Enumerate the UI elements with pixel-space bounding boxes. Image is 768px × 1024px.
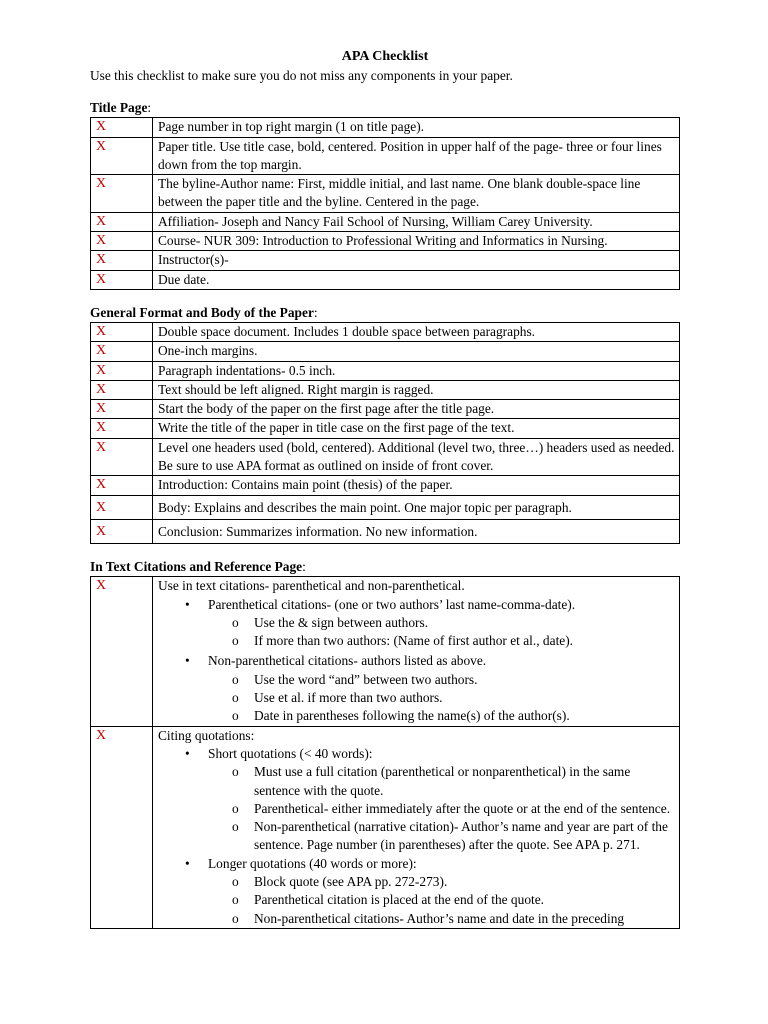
- check-mark: [91, 212, 153, 231]
- check-mark: [91, 361, 153, 380]
- sub-item: o Use the word “and” between two authors.: [158, 671, 675, 689]
- table-row: [91, 118, 680, 137]
- check-mark: [91, 251, 153, 270]
- bullet-text: Longer quotations (40 words or more):: [208, 855, 417, 871]
- x-mark-icon: X: [96, 727, 107, 743]
- x-mark-icon: X: [96, 176, 107, 192]
- table-row: [91, 361, 680, 380]
- sub-item: o Block quote (see APA pp. 272-273).: [158, 873, 675, 891]
- sub-list: [208, 671, 675, 726]
- row-text: Page number in top right margin (1 on title page).: [153, 118, 680, 137]
- bullet-text: Short quotations (< 40 words):: [208, 745, 373, 761]
- table-row: [91, 212, 680, 231]
- checklist-table-citations: [90, 576, 680, 929]
- x-mark-icon: X: [96, 323, 107, 339]
- check-mark: [91, 726, 153, 928]
- x-mark-icon: X: [96, 420, 107, 436]
- check-mark: [91, 577, 153, 726]
- check-mark: [91, 380, 153, 399]
- check-mark: [91, 495, 153, 519]
- document-page: [90, 47, 680, 929]
- x-mark-icon: X: [96, 401, 107, 417]
- bullet-list: [158, 596, 675, 726]
- x-mark-icon: X: [96, 252, 107, 268]
- table-row: [91, 270, 680, 289]
- sub-item: o Date in parentheses following the name(s) of the author(s).: [158, 707, 675, 725]
- x-mark-icon: X: [96, 138, 107, 154]
- x-mark-icon: X: [96, 578, 107, 594]
- sub-list: [208, 763, 675, 854]
- bullet-text: Parenthetical citations- (one or two authors’ last name-comma-date).: [208, 596, 576, 612]
- check-mark: [91, 175, 153, 213]
- bullet-item: [158, 855, 675, 928]
- check-mark: [91, 400, 153, 419]
- row-text: Course- NUR 309: Introduction to Professional Writing and Informatics in Nursing.: [153, 232, 680, 251]
- check-mark: [91, 270, 153, 289]
- check-mark: [91, 322, 153, 341]
- check-mark: [91, 342, 153, 361]
- table-row: [91, 137, 680, 175]
- sub-item: o Non-parenthetical (narrative citation)- Author’s name and year are part of the sentence. Page number (in parentheses) after the quote. See APA p. 271.: [158, 818, 675, 855]
- check-mark: [91, 419, 153, 438]
- x-mark-icon: X: [96, 439, 107, 455]
- check-mark: [91, 118, 153, 137]
- table-row: [91, 342, 680, 361]
- bullet-item: [158, 652, 675, 725]
- section-heading-label: Title Page: [90, 100, 148, 116]
- sub-item: o Must use a full citation (parenthetical or nonparenthetical) in the same sentence with the quote.: [158, 763, 675, 800]
- x-mark-icon: X: [96, 477, 107, 493]
- table-row: [91, 400, 680, 419]
- sub-item: o If more than two authors: (Name of first author et al., date).: [158, 632, 675, 650]
- table-row: [91, 438, 680, 476]
- row-text: Paper title. Use title case, bold, centered. Position in upper half of the page- three or four lines down from the top margin.: [153, 137, 680, 175]
- sub-item: o Use the & sign between authors.: [158, 614, 675, 632]
- row-text: Due date.: [153, 270, 680, 289]
- sub-item: o Parenthetical citation is placed at the end of the quote.: [158, 891, 675, 909]
- bullet-text: Non-parenthetical citations- authors listed as above.: [208, 653, 487, 669]
- sub-list: [208, 614, 675, 651]
- sub-item: o Parenthetical- either immediately after the quote or at the end of the sentence.: [158, 800, 675, 818]
- x-mark-icon: X: [96, 119, 107, 135]
- row-content: [153, 726, 680, 928]
- x-mark-icon: X: [96, 233, 107, 249]
- check-mark: [91, 232, 153, 251]
- x-mark-icon: X: [96, 523, 107, 539]
- table-row: [91, 232, 680, 251]
- bullet-list: [158, 745, 675, 928]
- table-row: [91, 577, 680, 726]
- sub-list: [208, 873, 675, 928]
- row-content: [153, 577, 680, 726]
- table-row: [91, 322, 680, 341]
- heading-colon: :: [302, 559, 306, 575]
- table-row: [91, 726, 680, 928]
- row-text: Affiliation- Joseph and Nancy Fail School of Nursing, William Carey University.: [153, 212, 680, 231]
- section-heading-label: In Text Citations and Reference Page: [90, 559, 303, 575]
- x-mark-icon: X: [96, 381, 107, 397]
- table-row: [91, 251, 680, 270]
- row-text: Introduction: Contains main point (thesis) of the paper.: [153, 476, 680, 495]
- row-text: Double space document. Includes 1 double space between paragraphs.: [153, 322, 680, 341]
- x-mark-icon: X: [96, 271, 107, 287]
- table-row: [91, 419, 680, 438]
- row-text: Conclusion: Summarizes information. No new information.: [153, 519, 680, 543]
- row-text: Citing quotations:: [158, 727, 255, 743]
- checklist-table-title-page: [90, 117, 680, 290]
- sub-item: o Use et al. if more than two authors.: [158, 689, 675, 707]
- check-mark: [91, 519, 153, 543]
- check-mark: [91, 137, 153, 175]
- x-mark-icon: X: [96, 499, 107, 515]
- row-text: Body: Explains and describes the main point. One major topic per paragraph.: [153, 495, 680, 519]
- row-text: Use in text citations- parenthetical and non-parenthetical.: [158, 578, 465, 594]
- table-row: [91, 175, 680, 213]
- checklist-table-general-format: [90, 322, 680, 544]
- bullet-item: [158, 596, 675, 651]
- x-mark-icon: X: [96, 343, 107, 359]
- section-heading-general-format: [90, 304, 680, 322]
- check-mark: [91, 476, 153, 495]
- x-mark-icon: X: [96, 213, 107, 229]
- table-row: [91, 476, 680, 495]
- section-heading-title-page: [90, 99, 680, 117]
- heading-colon: :: [147, 100, 152, 116]
- row-text: Write the title of the paper in title case on the first page of the text.: [153, 419, 680, 438]
- table-row: [91, 380, 680, 399]
- check-mark: [91, 438, 153, 476]
- row-text: Paragraph indentations- 0.5 inch.: [153, 361, 680, 380]
- row-text: Start the body of the paper on the first page after the title page.: [153, 400, 680, 419]
- section-heading-label: General Format and Body of the Paper: [90, 304, 314, 320]
- row-text: Text should be left aligned. Right margin is ragged.: [153, 380, 680, 399]
- row-text: Level one headers used (bold, centered). Additional (level two, three…) headers used as needed. Be sure to use APA format as outlined on inside of front cover.: [153, 438, 680, 476]
- intro-text: Use this checklist to make sure you do not miss any components in your paper.: [90, 68, 513, 83]
- page-title: APA Checklist: [341, 49, 429, 64]
- x-mark-icon: X: [96, 362, 107, 378]
- table-row: [91, 495, 680, 519]
- heading-colon: :: [313, 304, 318, 320]
- sub-item: o Non-parenthetical citations- Author’s name and date in the preceding: [158, 910, 675, 928]
- section-heading-citations: [90, 558, 680, 576]
- table-row: [91, 519, 680, 543]
- row-text: The byline-Author name: First, middle initial, and last name. One blank double-space line between the paper title and the byline. Centered in the page.: [153, 175, 680, 213]
- row-text: One-inch margins.: [153, 342, 680, 361]
- bullet-item: [158, 745, 675, 855]
- row-text: Instructor(s)-: [153, 251, 680, 270]
